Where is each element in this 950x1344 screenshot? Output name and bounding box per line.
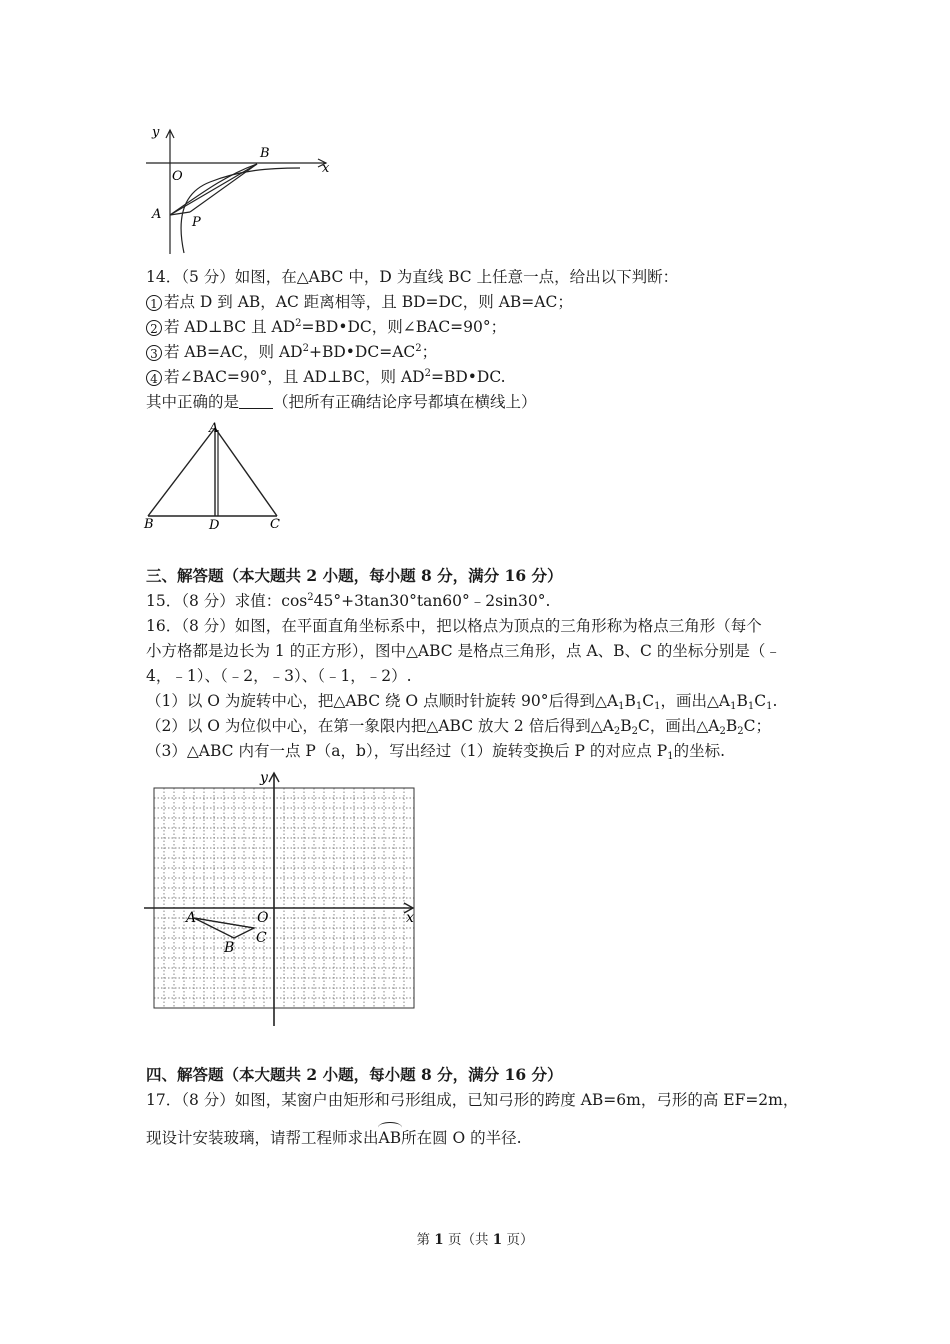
fig13-curve [181, 168, 300, 253]
q16-part-2-a: （2）以 O 为位似中心，在第一象限内把△ABC 放大 2 倍后得到△A [146, 717, 614, 735]
fig13-segment-ab [170, 164, 257, 215]
q14-item-3 [146, 342, 437, 362]
q16-part-1-sub-f: 1 [766, 701, 773, 712]
grid-lines [154, 788, 414, 1008]
q16-part-1-c: C [642, 692, 655, 710]
q14-item-3-sup: 2 [302, 343, 309, 354]
fig13-label-p: P [192, 215, 201, 230]
q16-part-1-b: B [624, 692, 636, 710]
q14-item-3-number: 3 [146, 345, 162, 361]
fig13-segment-pb [190, 164, 257, 212]
q14-item-2-text-b: =BD•DC，则∠BAC=90°； [301, 318, 507, 336]
figure-q16-grid [140, 764, 430, 1034]
q17-line-2-b: 所在圆 O 的半径. [401, 1129, 522, 1147]
q16-part-1-sub-b: 1 [635, 701, 643, 712]
fig14-label-b: B [144, 517, 154, 532]
q16-part-1-e: B [736, 692, 748, 710]
q16-part-2-b: B [620, 717, 632, 735]
grid-label-o: O [257, 910, 269, 926]
q14-item-1-number: 1 [146, 295, 162, 311]
q16-part-1-sub-a: 1 [618, 701, 625, 712]
q16-part-3 [146, 741, 725, 761]
q14-item-2-number: 2 [146, 320, 162, 336]
q16-part-1 [146, 691, 777, 711]
q17-line-2-a: 现设计安装玻璃，请帮工程师求出 [146, 1129, 379, 1147]
q16-line-3: 4，﹣1）、（﹣2，﹣3）、（﹣1，﹣2）. [146, 667, 412, 685]
q15-text-a: 15．（8 分）求值：cos [146, 592, 308, 610]
q16-part-2-sub-c: 2 [719, 726, 726, 737]
grid-label-x: x [406, 910, 414, 926]
q14-item-2-sup: 2 [295, 318, 302, 329]
q17-line-2 [146, 1128, 522, 1148]
fig13-label-a: A [152, 207, 162, 222]
q16-line-1: 16．（8 分）如图，在平面直角坐标系中，把以格点为顶点的三角形称为格点三角形（每个 [146, 617, 762, 635]
q16-part-1-d: ，画出△A [660, 692, 731, 710]
footer-suffix: 页） [502, 1232, 534, 1248]
q14-stem: 14．（5 分）如图，在△ABC 中，D 为直线 BC 上任意一点，给出以下判断： [146, 268, 679, 286]
q16-part-1-g: . [772, 692, 778, 710]
fig13-label-o: O [172, 169, 183, 184]
grid-label-b: B [224, 940, 235, 956]
fig13-label-x: x [322, 161, 330, 176]
q14-item-4-text: 若∠BAC=90°，且 AD⊥BC，则 AD [164, 368, 425, 386]
q16-part-2-sub-b: 2 [631, 726, 638, 737]
q17-arc-ab: AB [378, 1129, 402, 1147]
fig14-label-a: A [209, 421, 219, 436]
q16-part-1-a: （1）以 O 为旋转中心，把△ABC 绕 O 点顺时针旋转 90°后得到△A [146, 692, 619, 710]
footer-total-pages: 1 [492, 1232, 503, 1248]
q16-part-1-sub-c: 1 [654, 701, 661, 712]
fig13-label-y: y [152, 125, 160, 140]
q16-part-2-e: C； [743, 717, 771, 735]
q16-part-2 [146, 716, 771, 736]
q15-text [146, 591, 550, 611]
q14-answer-suffix: （把所有正确结论序号都填在横线上） [273, 393, 537, 411]
fig14-label-c: C [270, 517, 280, 532]
q16-part-1-sub-d: 1 [730, 701, 737, 712]
q14-item-3-sup-2: 2 [415, 343, 422, 354]
q14-item-3-text-c: ； [421, 343, 438, 361]
q14-item-1-text: 若点 D 到 AB，AC 距离相等，且 BD=DC，则 AB=AC； [164, 293, 573, 311]
q14-item-2-text: 若 AD⊥BC 且 AD [164, 318, 296, 336]
q14-item-4 [146, 367, 506, 387]
fig14-label-d: D [209, 518, 220, 533]
q14-item-2 [146, 317, 506, 337]
section-3-title: 三、解答题（本大题共 2 小题，每小题 8 分，满分 16 分） [146, 566, 563, 585]
q15-text-b: 45°+3tan30°tan60°﹣2sin30°. [313, 592, 551, 610]
q16-part-2-d: B [725, 717, 738, 735]
q16-part-1-f: C [754, 692, 767, 710]
q14-item-3-text: 若 AB=AC，则 AD [164, 343, 303, 361]
q16-part-2-c: C，画出△A [637, 717, 720, 735]
footer-middle: 页（共 [443, 1232, 493, 1248]
figure-q13 [140, 120, 340, 260]
footer-page-number: 1 [434, 1232, 444, 1248]
q16-part-1-sub-e: 1 [747, 701, 755, 712]
q16-part-2-sub-d: 2 [737, 726, 744, 737]
grid-label-y: y [260, 770, 268, 786]
q15-sup: 2 [307, 592, 314, 603]
q14-item-4-text-b: =BD•DC. [430, 368, 506, 386]
q14-item-3-text-b: +BD•DC=AC [308, 343, 416, 361]
q17-line-1: 17．（8 分）如图，某窗户由矩形和弓形组成，已知弓形的跨度 AB=6m，弓形的高 EF=2m， [146, 1091, 799, 1109]
q14-answer-line [146, 392, 537, 412]
q14-item-4-number: 4 [146, 370, 162, 386]
q14-item-1 [146, 292, 573, 312]
grid-label-c: C [256, 930, 267, 946]
fig13-label-b: B [260, 146, 270, 161]
q14-answer-blank[interactable] [239, 394, 273, 409]
page-footer [0, 1228, 950, 1248]
fig14-side-ac [215, 428, 277, 516]
q16-part-3-sub: 1 [667, 751, 674, 762]
q16-part-2-sub-a: 2 [613, 726, 621, 737]
q16-part-3-a: （3）△ABC 内有一点 P（a，b），写出经过（1）旋转变换后 P 的对应点 P [146, 742, 668, 760]
q16-line-2: 小方格都是边长为 1 的正方形），图中△ABC 是格点三角形，点 A、B、C 的坐标分别是（﹣ [146, 642, 781, 660]
grid-label-a: A [186, 910, 197, 926]
fig14-side-ab [148, 428, 215, 516]
q14-answer-prefix: 其中正确的是 [146, 393, 240, 411]
q16-part-3-b: 的坐标. [673, 742, 726, 760]
figure-q14 [140, 416, 290, 536]
footer-prefix: 第 [416, 1232, 435, 1248]
section-4-title: 四、解答题（本大题共 2 小题，每小题 8 分，满分 16 分） [146, 1065, 563, 1084]
q14-item-4-sup: 2 [424, 368, 431, 379]
